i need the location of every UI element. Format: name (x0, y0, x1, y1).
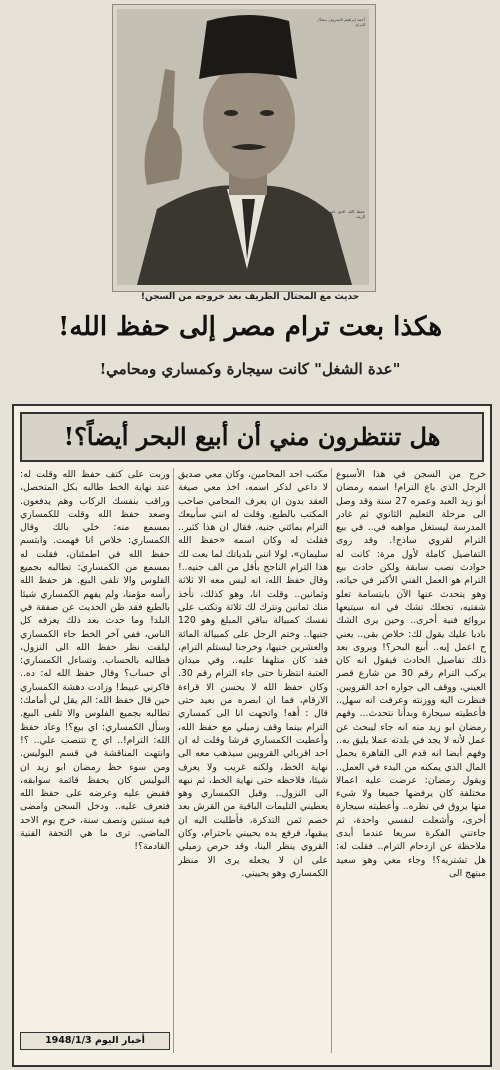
column-divider (173, 468, 174, 1053)
column-divider (331, 468, 332, 1053)
photo-side-text: حفظ الله الذي اشتهر ببيع الترام لأهل الريف (295, 209, 365, 219)
photo-frame (112, 4, 376, 292)
photo-caption: حديث مع المحتال الظريف بعد خروجه من السجن! (140, 292, 360, 302)
main-headline: هكذا بعت ترام مصر إلى حفظ الله! (57, 312, 443, 342)
article-panel (12, 404, 492, 1067)
article-text: خرج من السجن في هذا الأسبوع الرجل الذي باع الترام! اسمه رمضان أبو زيد العبد وعمره 27 سنة وقد وصل الى مرحلة التعليم الثانوي ثم غادر المدرسة ليستغل مواهبه في.. في بيع الترام لقروي ساذج!. وقد روى التفاصيل كاملة لأول مرة: كانت له حوادث نصب سابقة ولكن حادث بيع الترام هو العمل الفني الأكبر في حياته، وهو يتحدث عنها الآن بابتسامة تعلو شفتيه، تجعلك تشك في انه سيتيعها بروائع فنية أخرى.. وحين يرى الشك باديا عليك يقول لك: خلاص بقى.. يعني ح اعمل إيه.. أبيع البحر؟! ويروى بعد ذلك تفاصيل الحادث فيقول انه كان يركب الترام رقم 30 من شارع قصر العيني، ووقف الى جواره احد القرويين. فنظرت اليه ووزنته وعرفت انه سهل.. فأعطيته سيجارة وبدأنا نتحدث... وفهم رمضان ابو زيد منه انه جاء ليبحث عن عمل لأنه لا يجد في بلدته عملا يليق به.. وفهم أيضا انه قدم الى القاهرة يحمل المال الذي يمكنه من البدء في العمل.. ويقول رمضان: عرضت عليه اعمالا مختلفة كان يرفضها جميعا ولا شيء منها يروق في نظره.. وأعطيته سيجارة أخرى، وأشعلت لنفسي واحدة، ثم جاءتني الفكرة سريعا عندما أبدى ملاحظة عن ازدحام الترام.. فقلت له: هل تشتريه؟! وجاء معي وهو سعيد مبتهج الى (336, 469, 486, 879)
source-date-footer: أخبار اليوم 1948/1/3 (20, 1032, 170, 1050)
article-column-right (336, 468, 486, 1053)
sub-headline: "عدة الشغل" كانت سيجارة وكمساري ومحامي! (99, 360, 401, 378)
article-text: وربت على كتف حفظ الله وقلت له: عند نهاية الخط طالبه بكل المتحصل، وراقب بنفسك الركاب وهم يدفعون. وصعد حفظ الله وقلت للكمساري بمسمع منه: خلي بالك وقال الكمساري: خلاص انا فهمت. وابتسم حفظ الله في اطمئنان، فقلت له بمسمع من الكمساري: تطالبه بجميع الفلوس والا تلفى البيع. هز حفظ الله رأسه مؤمنا، ولم يفهم الكمساري شيئا بالطبع فقد ظن الحديث عن صفقة في البلد! وما حدث بعد ذلك يعرفه كل الناس، ففي آخر الخط جاء الكمساري ليلفت نظر حفظ الله الى النزول، فطالبه بالحساب. وتساءل الكمساري: أي حساب؟ وقال حفظ الله له: ده.. فاكرني عبيط! وزادت دهشة الكمساري حين قال حفظ الله: الم يقل لي أمامك: تطالبه بجميع الفلوس والا تلفى البيع. وسأل الكمساري: اي بيع؟! وعاد حفظ الله: الترام!.. اي ح تتنصب علي.. ؟! وانتهت المناقشة في قسم البوليس. ومن سوء حظ رمضان ابو زيد ان البوليس كان يحفظ قائمة سوابقه، فقبض عليه وعرضه على حفظ الله فتعرف عليه.. ودخل السجن وامضى فيه سنتين ونصف سنة، خرج يوم الاحد الماضي. ترى ما هي التحفة الفنية القادمة؟! (20, 469, 170, 853)
article-title: هل تنتظرون مني أن أبيع البحر أيضاً؟! (20, 412, 484, 462)
portrait-illustration (117, 9, 369, 285)
photo-small-caption: أحمد إبراهيم المعروف بنشال الترام (316, 17, 365, 27)
article-column-middle (178, 468, 328, 1053)
article-text: مكتب احد المحامين، وكان معي صديق لا داعي لذكر اسمه، اخذ معي صيغة العقد بدون ان يعرف المحامي صاحب المكتب بالطبع. وقلت له انني سأبيعك الترام بمائتي جنيه. فقال ان هذا كثير.. فقلت له وكان اسمه «حفظ الله سليمان»، لولا انني بلدياتك لما بعت لك هذا الترام الناجح بأقل من الف جنيه..! وقال حفظ الله، انه ليس معه الا ثلاثة وثمانين.. وقلت انا، وهو كذلك، نأخذ منك ثمانين ونترك لك ثلاثة وتكتب على نفسك كمبيالة بباقي المبلغ وهو 120 جنيها.. وختم الرجل على كمبيالة المائة والعشرين جنيها، وخرجنا ليستلم الترام، فقد كان متلهفا عليه.. وفي ميدان العتبة انتظرنا حتى جاء الترام رقم 30. وكان حفظ الله لا يحسن الا قراءة الارقام، فما ان ابصره من بعيد حتى قال : أهه! واتجهت انا الى كمساري الترام بينما وقف زميلي مع حفظ الله، وأعطيت الكمساري قرشا وقلت له ان احد اقربائي القرويين سيذهب معه الى نهاية الخط، ولكنه غريب ولا يعرف شيئا، فلاحظه حتى نهاية الخط، ثم نبهه الى النزول.. وقبل الكمساري وهو يعطيني التليمات الباقية من القرش بعد خصم ثمن التذكرة، فأطلبت اليه ان يبقيها، فرفع يده يحييني باحترام، وكان القروي ينظر الينا، وقد حرص زميلي على ان لا يجعله يرى الا منظر الكمساري وهو يحييني. (178, 469, 328, 879)
portrait-photo (117, 9, 369, 285)
article-column-left (20, 468, 170, 1028)
